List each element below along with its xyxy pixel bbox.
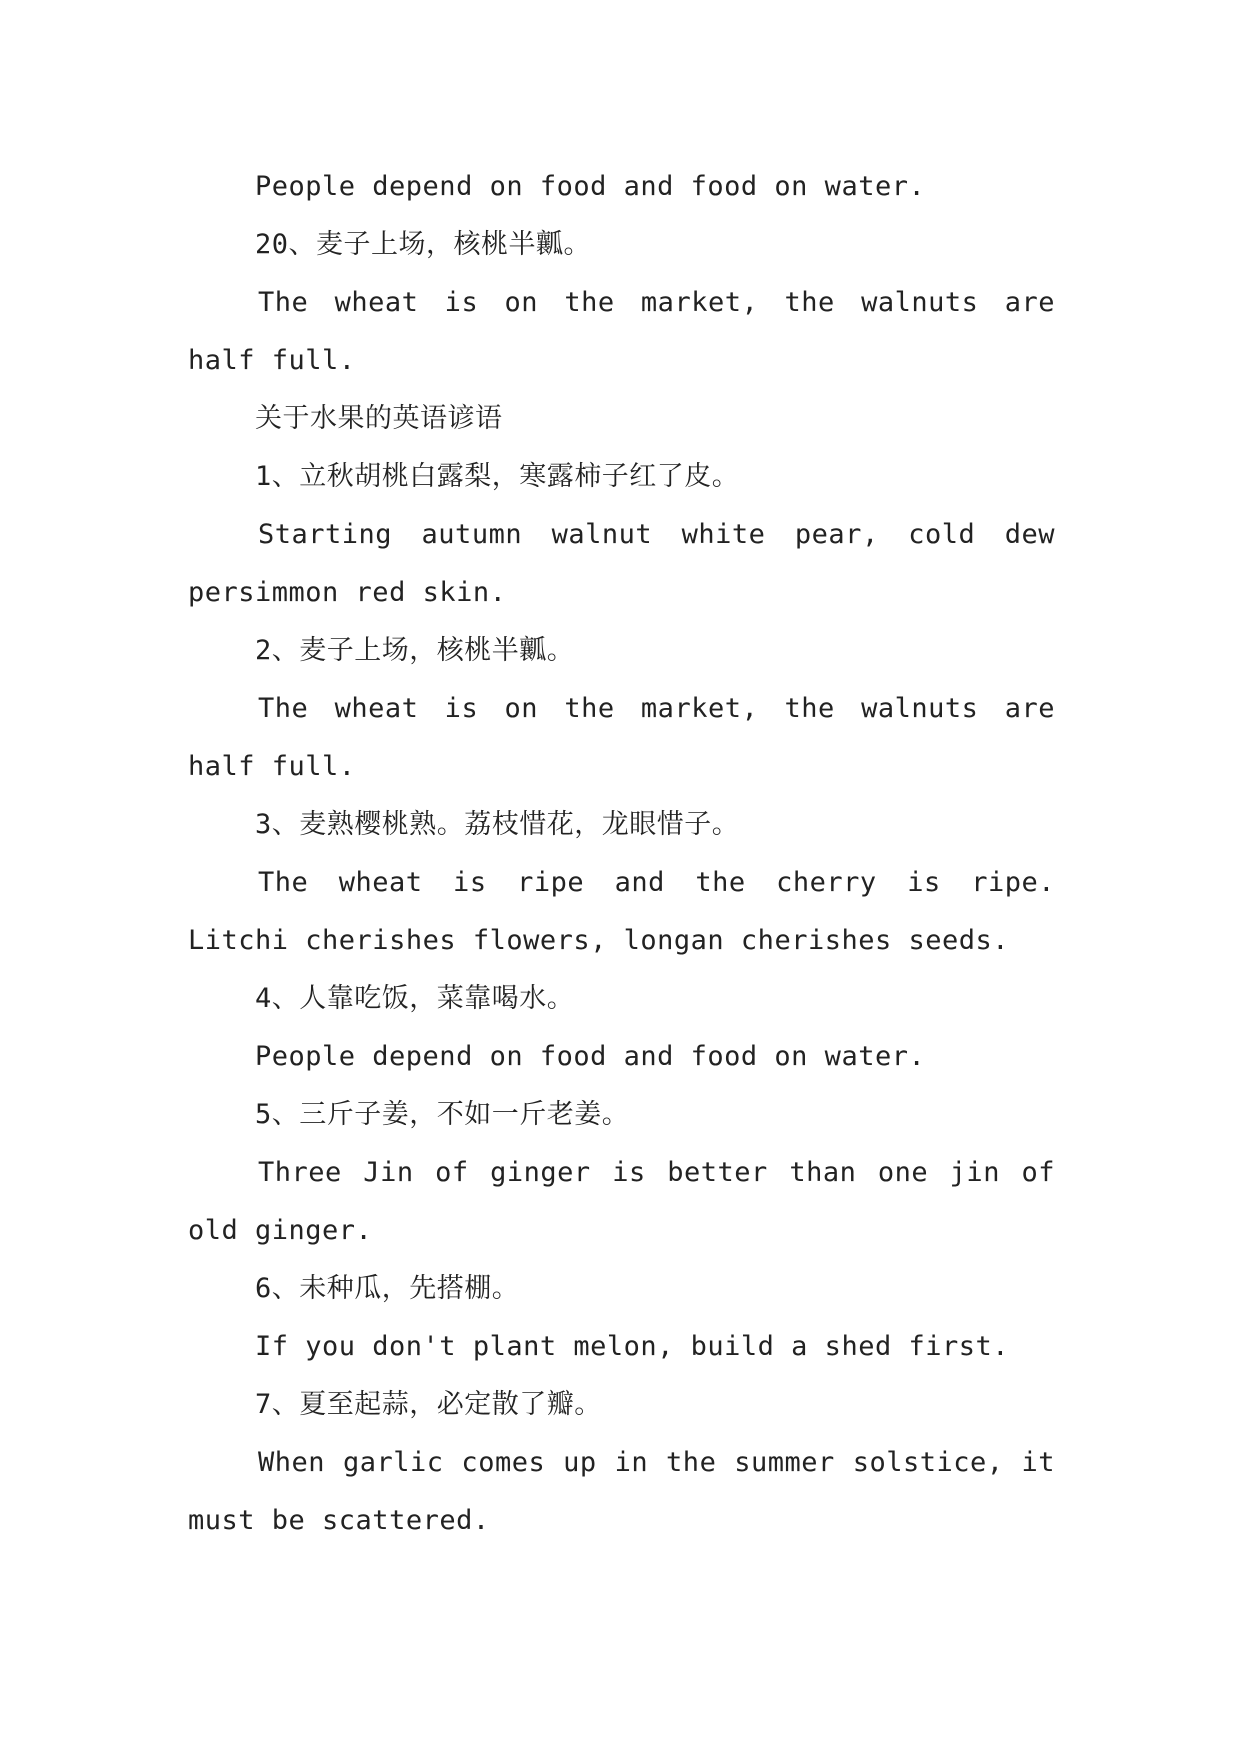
english-translation-continuation: Litchi cherishes flowers, longan cherishes seeds. (188, 925, 1010, 956)
english-translation-continuation: persimmon red skin. (188, 577, 507, 608)
english-translation-line: People depend on food and food on water. (255, 171, 926, 202)
english-translation-line: People depend on food and food on water. (255, 1041, 926, 1072)
english-translation-line: If you don't plant melon, build a shed first. (255, 1331, 1009, 1362)
proverb-chinese-line: 4、人靠吃饭，菜靠喝水。 (255, 983, 575, 1014)
english-translation-continuation: old ginger. (188, 1215, 373, 1246)
english-translation-line: When garlic comes up in the summer solstice, it (258, 1447, 1055, 1478)
document-body (188, 158, 1055, 1550)
proverb-chinese-line: 3、麦熟樱桃熟。荔枝惜花，龙眼惜子。 (255, 809, 740, 840)
proverb-chinese-line: 5、三斤子姜，不如一斤老姜。 (255, 1099, 630, 1130)
english-translation-continuation: half full. (188, 345, 356, 376)
english-translation-line: The wheat is on the market, the walnuts are (258, 693, 1055, 724)
section-heading: 关于水果的英语谚语 (255, 403, 503, 434)
english-translation-continuation: must be scattered. (188, 1505, 490, 1536)
english-translation-line: The wheat is ripe and the cherry is ripe. (258, 867, 1055, 898)
english-translation-line: The wheat is on the market, the walnuts are (258, 287, 1055, 318)
english-translation-continuation: half full. (188, 751, 356, 782)
proverb-chinese-line: 2、麦子上场，核桃半瓤。 (255, 635, 575, 666)
proverb-chinese-line: 6、未种瓜，先搭棚。 (255, 1273, 520, 1304)
proverb-chinese-line: 20、麦子上场，核桃半瓤。 (255, 229, 592, 260)
proverb-chinese-line: 7、夏至起蒜，必定散了瓣。 (255, 1389, 602, 1420)
english-translation-line: Three Jin of ginger is better than one jin of (258, 1157, 1055, 1188)
english-translation-line: Starting autumn walnut white pear, cold dew (258, 519, 1055, 550)
proverb-chinese-line: 1、立秋胡桃白露梨，寒露柿子红了皮。 (255, 461, 740, 492)
